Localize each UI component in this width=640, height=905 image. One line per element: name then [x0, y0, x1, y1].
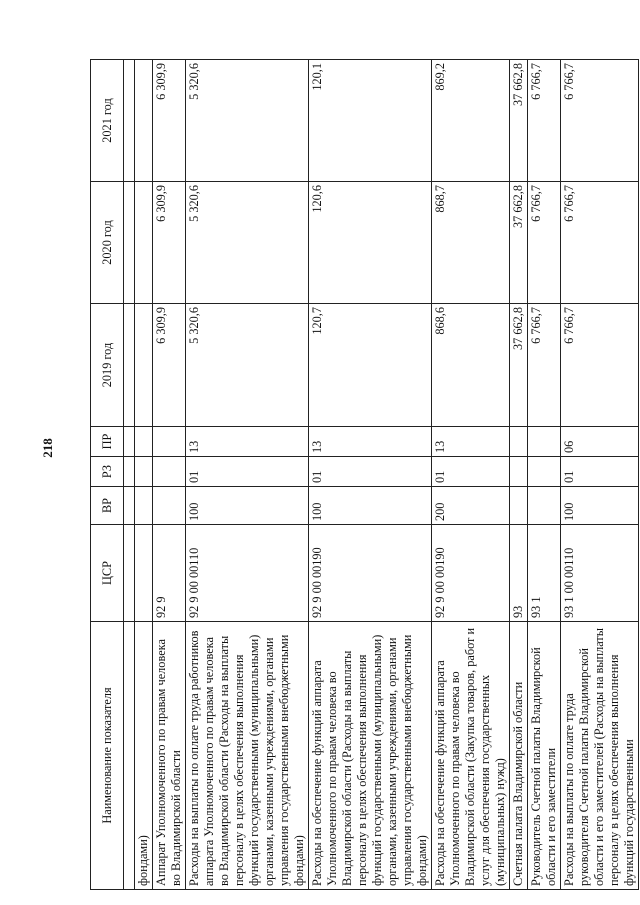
rotated-page [90, 60, 640, 890]
cell-2021: 6 766,7 [561, 60, 639, 182]
cell-rz: 01 [432, 457, 510, 487]
table-row [561, 60, 639, 890]
cell-2019: 5 320,6 [186, 304, 309, 427]
table-row [135, 60, 153, 890]
cell-csr: 92 9 00 00190 [309, 525, 432, 622]
cell-2020: 6 309,9 [153, 182, 186, 304]
header-pr: ПР [91, 427, 124, 457]
cell-2020: 5 320,6 [186, 182, 309, 304]
budget-table [90, 59, 639, 890]
cell-rz: 01 [309, 457, 432, 487]
cell-pr [135, 427, 153, 457]
cell-2019: 120,7 [309, 304, 432, 427]
cell-2019: 6 309,9 [153, 304, 186, 427]
cell-2021: 120,1 [309, 60, 432, 182]
cell-rz [528, 457, 561, 487]
cell-pr: 13 [186, 427, 309, 457]
cell-vr: 100 [561, 487, 639, 525]
cell-name: Расходы на обеспечение функций аппарата Уполномоченного по правам человека во Владимирской области (Закупка товаров, работ и услуг для обеспечения государственных (муниципальных) нужд) [432, 622, 510, 890]
cell-rz [135, 457, 153, 487]
spacer-cell [124, 622, 135, 890]
cell-name: Расходы на выплаты по оплате труда руководителя Счетной палаты Владимирской области и его заместителей (Расходы на выплаты персоналу в целях обеспечения выполнения функций государственными [561, 622, 639, 890]
cell-2019: 6 766,7 [528, 304, 561, 427]
cell-csr: 92 9 [153, 525, 186, 622]
cell-pr: 13 [432, 427, 510, 457]
cell-csr: 93 1 [528, 525, 561, 622]
spacer-cell [124, 427, 135, 457]
cell-name: Счетная палата Владимирской области [510, 622, 528, 890]
table-row [432, 60, 510, 890]
cell-2020: 6 766,7 [561, 182, 639, 304]
cell-2021: 6 309,9 [153, 60, 186, 182]
cell-2021: 869,2 [432, 60, 510, 182]
cell-pr: 13 [309, 427, 432, 457]
cell-name: фондами) [135, 622, 153, 890]
cell-2020: 868,7 [432, 182, 510, 304]
header-2021: 2021 год [91, 60, 124, 182]
cell-vr [510, 487, 528, 525]
cell-csr: 93 1 00 00110 [561, 525, 639, 622]
cell-csr: 93 [510, 525, 528, 622]
header-spacer-row [124, 60, 135, 890]
cell-pr [153, 427, 186, 457]
table-row [528, 60, 561, 890]
header-2019: 2019 год [91, 304, 124, 427]
cell-2019: 37 662,8 [510, 304, 528, 427]
cell-csr: 92 9 00 00190 [432, 525, 510, 622]
table-row [153, 60, 186, 890]
cell-2019: 868,6 [432, 304, 510, 427]
cell-pr [528, 427, 561, 457]
cell-name: Расходы на обеспечение функций аппарата Уполномоченного по правам человека во Владимирской области (Расходы на выплаты персоналу в целях обеспечения выполнения функций государственными (муниципальными) органами, казенными учреждениями, органами управления государственными внебюджетными фондами) [309, 622, 432, 890]
cell-pr [510, 427, 528, 457]
cell-2021: 5 320,6 [186, 60, 309, 182]
spacer-cell [124, 60, 135, 182]
cell-name: Расходы на выплаты по оплате труда работников аппарата Уполномоченного по правам человека во Владимирской области (Расходы на выплаты персоналу в целях обеспечения выполнения функций государственными (муниципальными) органами, казенными учреждениями, органами управления государственными внебюджетными фондами) [186, 622, 309, 890]
cell-rz [510, 457, 528, 487]
cell-rz: 01 [561, 457, 639, 487]
cell-vr: 100 [309, 487, 432, 525]
cell-csr: 92 9 00 00110 [186, 525, 309, 622]
cell-2021 [135, 60, 153, 182]
cell-2020: 6 766,7 [528, 182, 561, 304]
spacer-cell [124, 182, 135, 304]
cell-name: Руководитель Счетной палаты Владимирской области и его заместители [528, 622, 561, 890]
cell-2020: 37 662,8 [510, 182, 528, 304]
spacer-cell [124, 457, 135, 487]
header-name: Наименование показателя [91, 622, 124, 890]
spacer-cell [124, 487, 135, 525]
table-row [510, 60, 528, 890]
cell-2021: 37 662,8 [510, 60, 528, 182]
table-row [309, 60, 432, 890]
spacer-cell [124, 525, 135, 622]
header-rz: РЗ [91, 457, 124, 487]
header-2020: 2020 год [91, 182, 124, 304]
cell-2019 [135, 304, 153, 427]
spacer-cell [124, 304, 135, 427]
cell-2020: 120,6 [309, 182, 432, 304]
cell-pr: 06 [561, 427, 639, 457]
cell-2019: 6 766,7 [561, 304, 639, 427]
cell-rz [153, 457, 186, 487]
cell-csr [135, 525, 153, 622]
table-header-row [91, 60, 124, 890]
rotated-content [90, 60, 640, 890]
cell-vr [153, 487, 186, 525]
cell-2021: 6 766,7 [528, 60, 561, 182]
header-csr: ЦСР [91, 525, 124, 622]
page-number: 218 [40, 438, 55, 458]
table-row [186, 60, 309, 890]
cell-vr [135, 487, 153, 525]
cell-vr: 200 [432, 487, 510, 525]
cell-2020 [135, 182, 153, 304]
header-vr: ВР [91, 487, 124, 525]
cell-name: Аппарат Уполномоченного по правам человека во Владимирской области [153, 622, 186, 890]
cell-rz: 01 [186, 457, 309, 487]
cell-vr [528, 487, 561, 525]
cell-vr: 100 [186, 487, 309, 525]
